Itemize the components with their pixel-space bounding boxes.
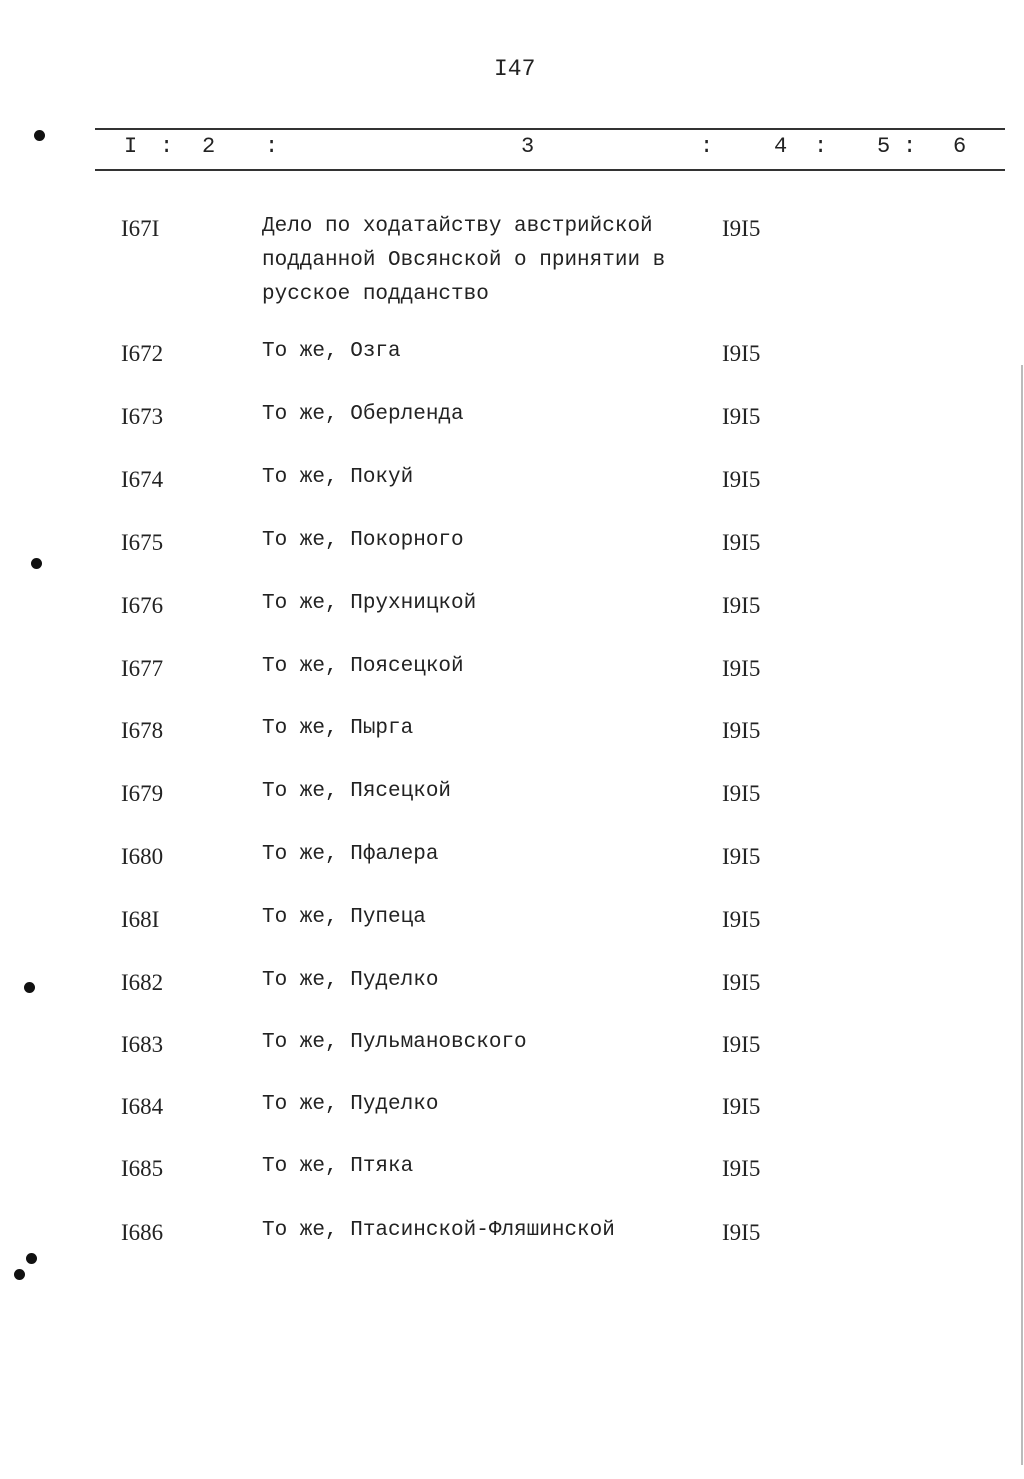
header-top-rule bbox=[95, 128, 1005, 130]
punch-hole-mark bbox=[26, 1253, 37, 1264]
page-edge-line bbox=[1021, 365, 1023, 1465]
punch-hole-mark bbox=[34, 130, 45, 141]
item-description: То же, Оберленда bbox=[262, 403, 464, 426]
item-year: I9I5 bbox=[722, 467, 761, 492]
item-number: I676 bbox=[121, 593, 164, 618]
header-col-6: 6 bbox=[953, 134, 967, 159]
item-description: То же, Пупеца bbox=[262, 906, 426, 929]
item-number: I683 bbox=[121, 1032, 164, 1057]
item-description: То же, Птасинской-Фляшинской bbox=[262, 1219, 615, 1242]
item-number: I673 bbox=[121, 404, 164, 429]
item-description: То же, Пульмановского bbox=[262, 1031, 527, 1054]
item-year: I9I5 bbox=[722, 1220, 761, 1245]
item-number: I67I bbox=[121, 216, 160, 241]
header-sep: : bbox=[903, 134, 917, 159]
item-description: То же, Птяка bbox=[262, 1155, 414, 1178]
punch-hole-mark bbox=[31, 558, 42, 569]
item-year: I9I5 bbox=[722, 341, 761, 366]
header-bottom-rule bbox=[95, 169, 1005, 171]
item-number: I677 bbox=[121, 656, 164, 681]
punch-hole-mark bbox=[24, 982, 35, 993]
item-number: I675 bbox=[121, 530, 164, 555]
item-number: I678 bbox=[121, 718, 164, 743]
item-year: I9I5 bbox=[722, 718, 761, 743]
header-sep: : bbox=[160, 134, 174, 159]
header-col-1: I bbox=[124, 134, 138, 159]
item-description: То же, Пясецкой bbox=[262, 780, 452, 803]
item-description: То же, Покорного bbox=[262, 529, 464, 552]
item-description: То же, Покуй bbox=[262, 466, 414, 489]
item-number: I674 bbox=[121, 467, 164, 492]
item-description: Дело по ходатайству австрийской подданной Овсянской о принятии в русское подданство bbox=[262, 215, 666, 306]
item-year: I9I5 bbox=[722, 907, 761, 932]
item-number: I679 bbox=[121, 781, 164, 806]
item-description: То же, Прухницкой bbox=[262, 592, 477, 615]
item-year: I9I5 bbox=[722, 1156, 761, 1181]
punch-hole-mark bbox=[14, 1269, 25, 1280]
item-year: I9I5 bbox=[722, 593, 761, 618]
item-number: I685 bbox=[121, 1156, 164, 1181]
item-description: То же, Пырга bbox=[262, 717, 414, 740]
item-year: I9I5 bbox=[722, 1032, 761, 1057]
item-description: То же, Озга bbox=[262, 340, 401, 363]
item-year: I9I5 bbox=[722, 530, 761, 555]
item-year: I9I5 bbox=[722, 656, 761, 681]
header-col-4: 4 bbox=[774, 134, 788, 159]
header-col-2: 2 bbox=[202, 134, 216, 159]
item-year: I9I5 bbox=[722, 216, 761, 241]
header-col-3: 3 bbox=[521, 134, 535, 159]
item-number: I684 bbox=[121, 1094, 164, 1119]
item-year: I9I5 bbox=[722, 844, 761, 869]
item-number: I672 bbox=[121, 341, 164, 366]
item-description: То же, Пуделко bbox=[262, 969, 439, 992]
item-description: То же, Пуделко bbox=[262, 1093, 439, 1116]
item-year: I9I5 bbox=[722, 781, 761, 806]
item-number: I680 bbox=[121, 844, 164, 869]
header-col-5: 5 bbox=[877, 134, 891, 159]
item-year: I9I5 bbox=[722, 404, 761, 429]
item-number: I682 bbox=[121, 970, 164, 995]
page-number: I47 bbox=[494, 56, 536, 82]
header-sep: : bbox=[700, 134, 714, 159]
item-year: I9I5 bbox=[722, 1094, 761, 1119]
item-description: То же, Пфалера bbox=[262, 843, 439, 866]
header-sep: : bbox=[265, 134, 279, 159]
item-number: I686 bbox=[121, 1220, 164, 1245]
item-year: I9I5 bbox=[722, 970, 761, 995]
item-description: То же, Поясецкой bbox=[262, 655, 464, 678]
item-number: I68I bbox=[121, 907, 160, 932]
header-sep: : bbox=[814, 134, 828, 159]
